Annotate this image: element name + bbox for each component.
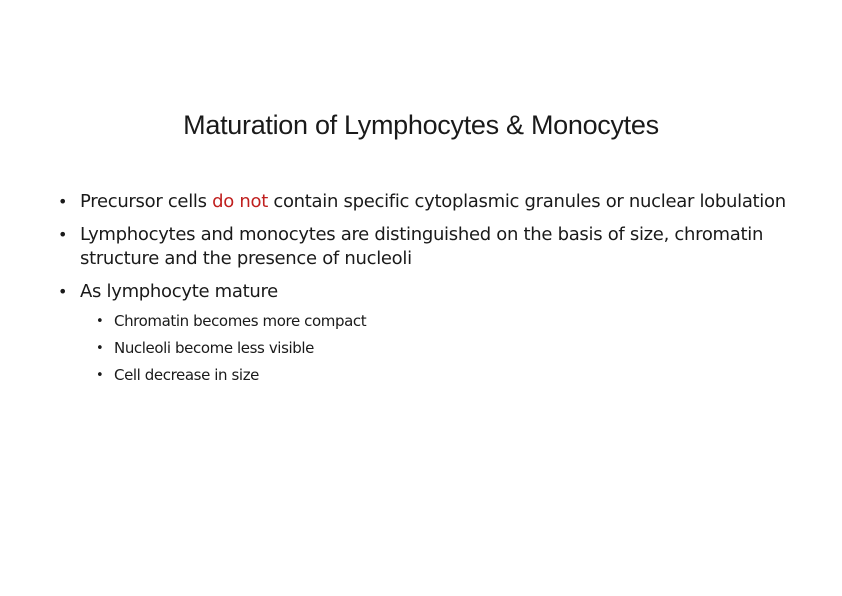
bullet-icon: •: [58, 192, 68, 211]
bullet-text: As lymphocyte mature: [80, 281, 278, 302]
sub-bullet-text: Cell decrease in size: [114, 366, 259, 384]
sub-bullet-text: Chromatin becomes more compact: [114, 312, 367, 330]
slide-title: Maturation of Lymphocytes & Monocytes: [183, 110, 659, 140]
slide-body: [58, 190, 798, 389]
bullet-text-post: contain specific cytoplasmic granules or nuclear lobulation: [267, 191, 786, 212]
bullet-text: Lymphocytes and monocytes are distinguished on the basis of size, chromatin structure and the presence of nucleoli: [80, 224, 764, 269]
bullet-item: [58, 280, 798, 304]
sub-bullet-icon: •: [96, 368, 104, 383]
highlight-text: do not: [212, 191, 268, 212]
bullet-icon: •: [58, 225, 68, 244]
bullet-icon: •: [58, 282, 68, 301]
sub-bullet-icon: •: [96, 314, 104, 329]
sub-bullet-item: [58, 335, 798, 362]
bullet-text-pre: Precursor cells: [80, 191, 213, 212]
bullet-item: [58, 223, 798, 271]
sub-bullet-item: [58, 362, 798, 389]
sub-bullet-item: [58, 308, 798, 335]
bullet-item: [58, 190, 798, 214]
sub-bullet-icon: •: [96, 341, 104, 356]
sub-bullet-text: Nucleoli become less visible: [114, 339, 314, 357]
